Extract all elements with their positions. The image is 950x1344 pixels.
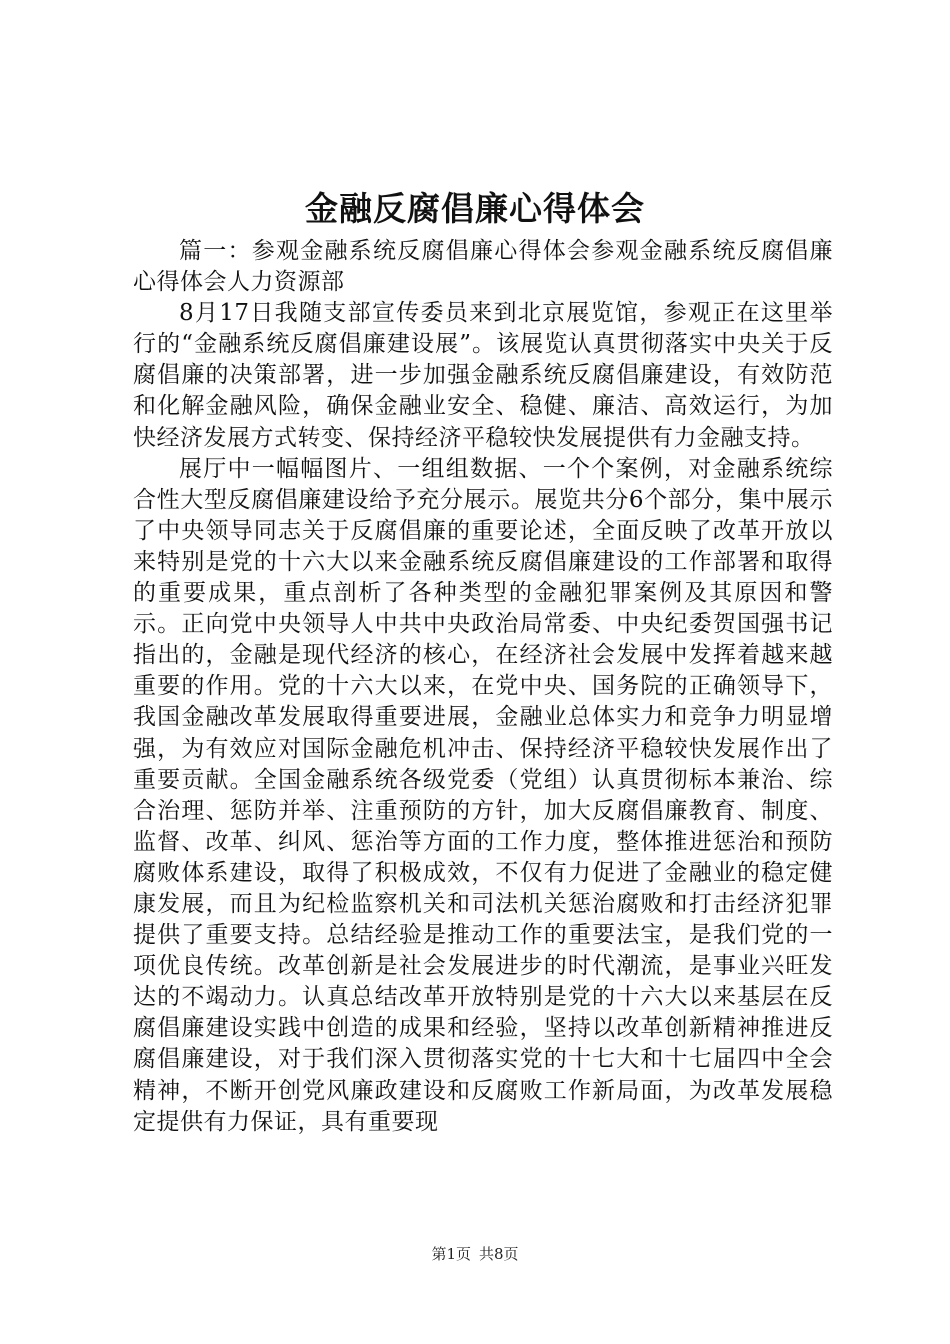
document-title: 金融反腐倡廉心得体会	[305, 189, 645, 228]
paragraph: 8月17日我随支部宣传委员来到北京展览馆，参观正在这里举行的“金融系统反腐倡廉建设展”。该展览认真贯彻落实中央关于反腐倡廉的决策部署，进一步加强金融系统反腐倡廉建设，有效防范和化解金融风险，确保金融业安全、稳健、廉洁、高效运行，为加快经济发展方式转变、保持经济平稳较快发展提供有力金融支持。	[133, 300, 833, 451]
paragraph-heading: 篇一：参观金融系统反腐倡廉心得体会参观金融系统反腐倡廉心得体会人力资源部	[133, 238, 833, 296]
page-number: 第1页	[431, 1245, 471, 1263]
page-total: 共8页	[479, 1245, 519, 1263]
page-footer	[0, 1244, 950, 1264]
document-body	[133, 236, 833, 1138]
paragraph: 展厅中一幅幅图片、一组组数据、一个个案例，对金融系统综合性大型反腐倡廉建设给予充分展示。展览共分6个部分，集中展示了中央领导同志关于反腐倡廉的重要论述，全面反映了改革开放以来特别是党的十六大以来金融系统反腐倡廉建设的工作部署和取得的重要成果，重点剖析了各种类型的金融犯罪案例及其原因和警示。正向党中央领导人中共中央政治局常委、中央纪委贺国强书记指出的，金融是现代经济的核心，在经济社会发展中发挥着越来越重要的作用。党的十六大以来，在党中央、国务院的正确领导下，我国金融改革发展取得重要进展，金融业总体实力和竞争力明显增强，为有效应对国际金融危机冲击、保持经济平稳较快发展作出了重要贡献。全国金融系统各级党委（党组）认真贯彻标本兼治、综合治理、惩防并举、注重预防的方针，加大反腐倡廉教育、制度、监督、改革、纠风、惩治等方面的工作力度，整体推进惩治和预防腐败体系建设，取得了积极成效，不仅有力促进了金融业的稳定健康发展，而且为纪检监察机关和司法机关惩治腐败和打击经济犯罪提供了重要支持。总结经验是推动工作的重要法宝，是我们党的一项优良传统。改革创新是社会发展进步的时代潮流，是事业兴旺发达的不竭动力。认真总结改革开放特别是党的十六大以来基层在反腐倡廉建设实践中创造的成果和经验，坚持以改革创新精神推进反腐倡廉建设，对于我们深入贯彻落实党的十七大和十七届四中全会精神，不断开创党风廉政建设和反腐败工作新局面，为改革发展稳定提供有力保证，具有重要现	[133, 455, 833, 1135]
